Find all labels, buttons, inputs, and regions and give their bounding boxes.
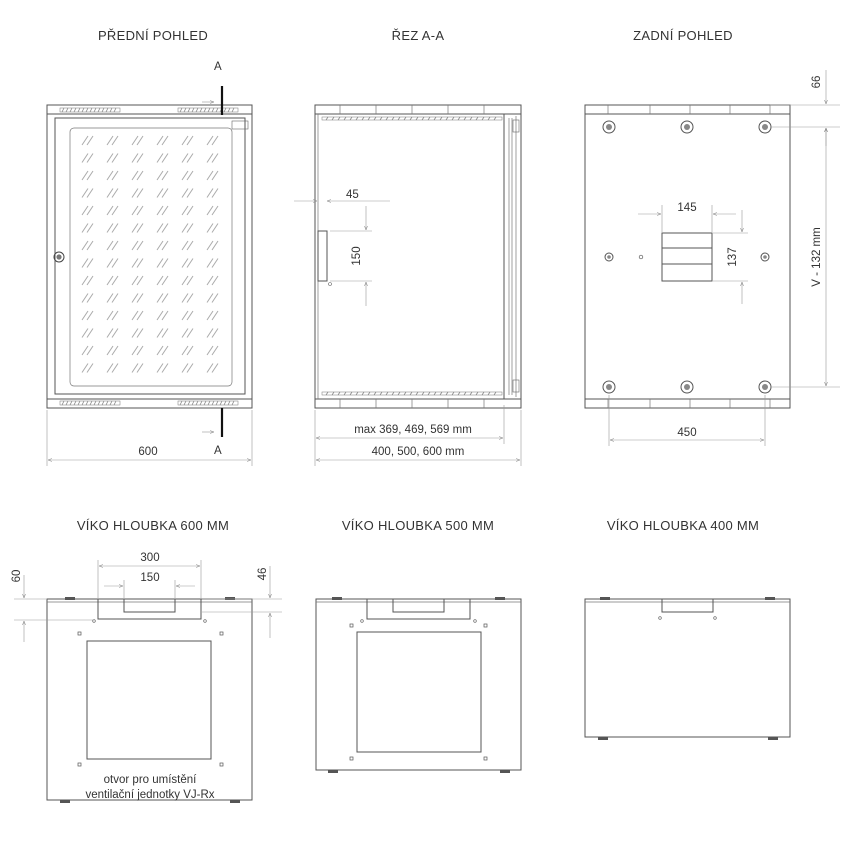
section-mark-top: A	[214, 61, 222, 73]
section-mark-bottom: A	[214, 445, 222, 457]
dim-145: 145	[677, 202, 697, 214]
dim-150-section: 150	[351, 246, 363, 266]
height-dimension: V - 132 mm	[811, 227, 823, 287]
title-lid-600: VÍKO HLOUBKA 600 MM	[76, 518, 230, 533]
fan-note-line-1: otvor pro umístění	[103, 774, 197, 786]
logo-plate	[232, 121, 248, 129]
front-width-dimension: 600	[138, 446, 158, 458]
outer-depth-dimension: 400, 500, 600 mm	[371, 446, 465, 458]
lid-600-outline	[47, 599, 252, 800]
lid-500-view	[316, 597, 521, 773]
dim-45: 45	[346, 189, 359, 201]
title-lid-500: VÍKO HLOUBKA 500 MM	[341, 518, 495, 533]
dim-137: 137	[727, 247, 739, 267]
front-door-glass	[70, 128, 232, 386]
mounting-holes	[603, 121, 771, 393]
dim-150-lid: 150	[140, 572, 160, 584]
door-perforation-pattern	[82, 136, 218, 373]
dim-46: 46	[257, 567, 269, 581]
front-top-vent	[60, 108, 238, 112]
lid-600-view	[11, 552, 282, 803]
rear-cable-panel	[662, 233, 712, 281]
cable-entry	[318, 231, 327, 281]
lid-500-outline	[316, 599, 521, 770]
fan-opening-500	[357, 632, 481, 752]
section-outline	[315, 105, 521, 408]
inner-depth-dimension: max 369, 469, 569 mm	[354, 424, 472, 436]
dim-300: 300	[140, 552, 160, 564]
back-view	[585, 70, 840, 446]
dim-450: 450	[677, 427, 697, 439]
lid-400-outline	[585, 599, 790, 737]
fan-note-line-2: ventilační jednotky VJ-Rx	[85, 789, 215, 801]
title-back-view: ZADNÍ POHLED	[633, 28, 733, 43]
dim-60: 60	[11, 569, 23, 583]
front-cabinet-outline	[47, 105, 252, 408]
section-view	[294, 105, 521, 466]
front-bottom-vent	[60, 401, 238, 405]
dim-66: 66	[811, 75, 823, 89]
title-front-view: PŘEDNÍ POHLED	[97, 28, 209, 43]
fan-opening	[87, 641, 211, 759]
lid-400-view	[585, 597, 790, 740]
back-outline	[585, 105, 790, 408]
title-section-aa: ŘEZ A-A	[391, 28, 445, 43]
front-view	[47, 61, 252, 466]
title-lid-400: VÍKO HLOUBKA 400 MM	[606, 518, 760, 533]
